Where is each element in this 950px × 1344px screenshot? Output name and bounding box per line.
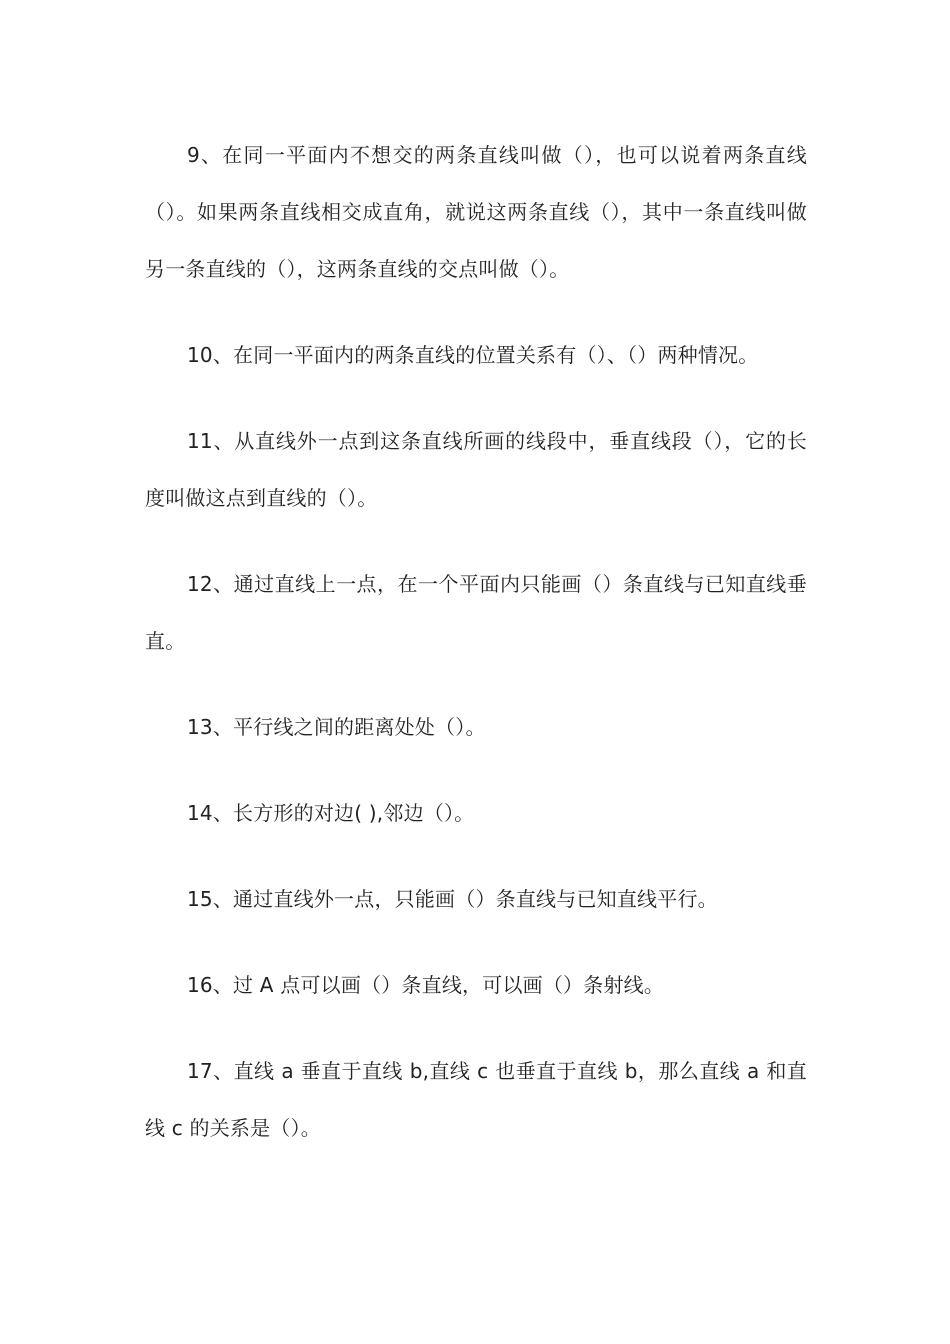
question-17: 17、直线 a 垂直于直线 b,直线 c 也垂直于直线 b，那么直线 a 和直线 c 的关系是（）。 — [145, 1059, 807, 1140]
question-list — [145, 127, 807, 1186]
question-11: 11、从直线外一点到这条直线所画的线段中，垂直线段（），它的长度叫做这点到直线的（）。 — [145, 429, 807, 510]
question-9: 9、在同一平面内不想交的两条直线叫做（），也可以说着两条直线（）。如果两条直线相交成直角，就说这两条直线（），其中一条直线叫做另一条直线的（），这两条直线的交点叫做（）。 — [145, 143, 807, 281]
question-15: 15、通过直线外一点，只能画（）条直线与已知直线平行。 — [187, 887, 718, 911]
question-14: 14、长方形的对边( ),邻边（）。 — [187, 801, 475, 825]
question-13: 13、平行线之间的距离处处（）。 — [187, 715, 486, 739]
question-12: 12、通过直线上一点，在一个平面内只能画（）条直线与已知直线垂直。 — [145, 572, 807, 653]
question-16: 16、过 A 点可以画（）条直线，可以画（）条射线。 — [187, 973, 665, 997]
question-10: 10、在同一平面内的两条直线的位置关系有（）、（）两种情况。 — [187, 343, 759, 367]
